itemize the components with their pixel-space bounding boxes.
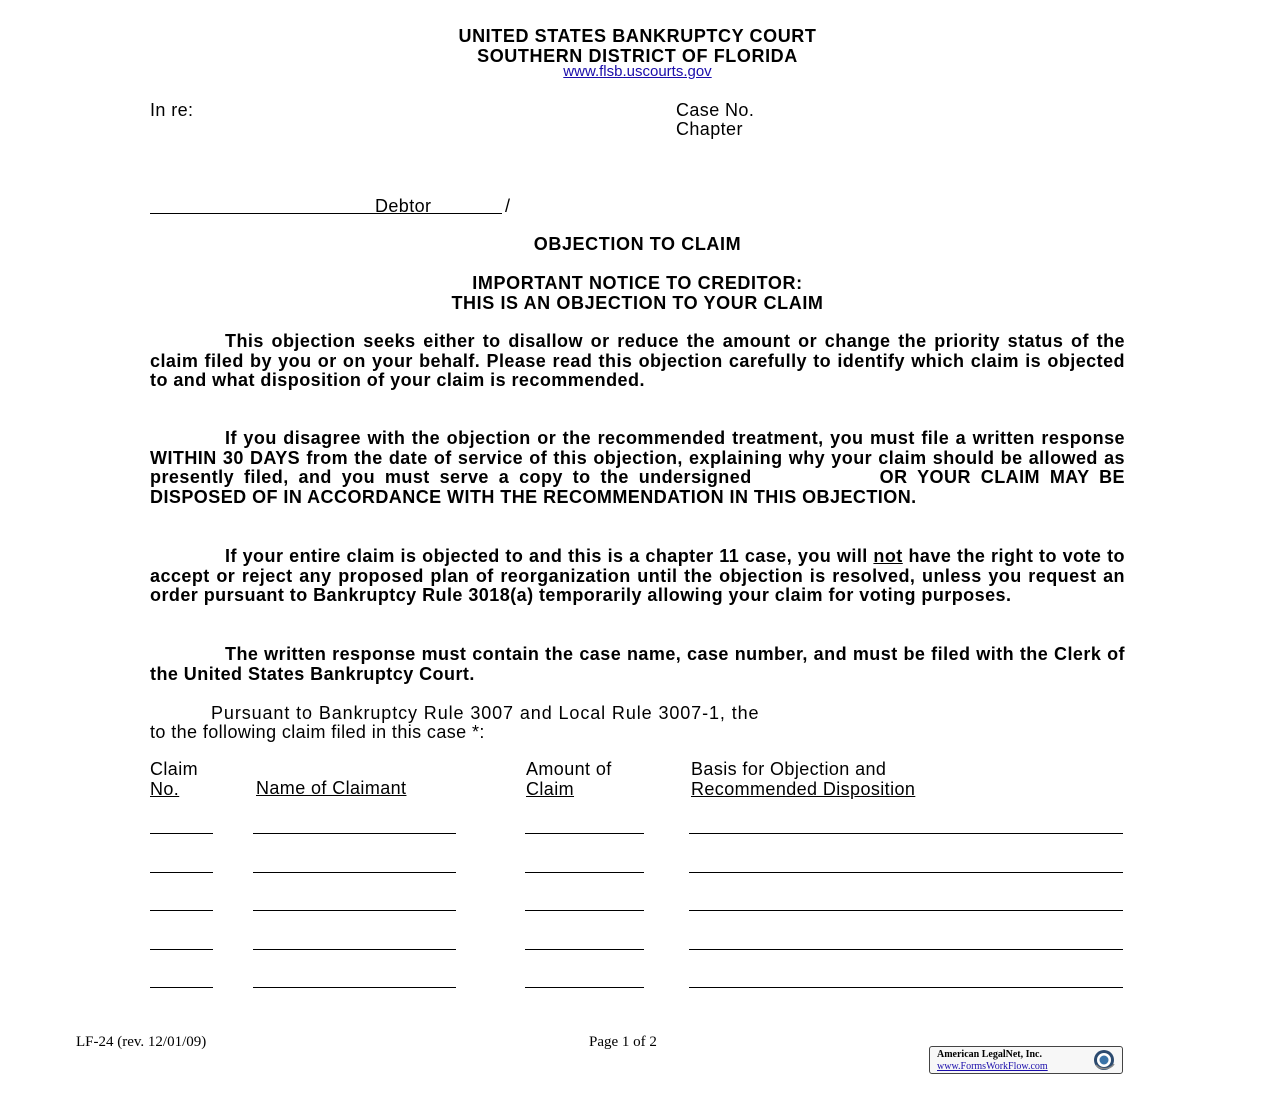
claimant-name-blank[interactable] [253,987,456,988]
col-claim-label: Claim [150,759,199,779]
basis-blank[interactable] [689,833,1123,834]
notice-heading-line1: IMPORTANT NOTICE TO CREDITOR: [472,273,803,293]
basis-blank[interactable] [689,872,1123,873]
form-id: LF-24 (rev. 12/01/09) [76,1034,207,1050]
paragraph-written-response [150,645,1125,684]
vendor-name: American LegalNet, Inc. [937,1049,1042,1060]
notice-heading-line2: THIS IS AN OBJECTION TO YOUR CLAIM [451,293,824,313]
col-basis-header [691,760,915,799]
paragraph-disallow-text: This objection seeks either to disallow or reduce the amount or change the priority status of the claim filed by you or on your behalf. Please read this objection carefully to identify which claim is objected to and what disposition of your claim is recommended. [150,331,1125,391]
district-name: SOUTHERN DISTRICT OF FLORIDA [477,46,798,66]
vendor-url[interactable]: www.FormsWorkFlow.com [937,1061,1048,1072]
case-no-label: Case No. [676,100,755,120]
paragraph-voting-text-end: have the right to vote to accept or reject any proposed plan of reorganization until the objection is resolved, unless you request an order pursuant to Bankruptcy Rule 3018(a) temporarily allowing your claim for voting purposes. [150,546,1125,606]
emphasis-not: not [873,546,903,566]
court-name: UNITED STATES BANKRUPTCY COURT [458,26,817,46]
caption-slash: / [505,196,511,216]
claimant-name-blank[interactable] [253,910,456,911]
col-claimant-label: Name of Claimant [256,778,407,798]
paragraph-response-text: If you disagree with the objection or the recommended treatment, you must file a written response WITHIN 30 DAYS from the date of service of this objection, explaining why your claim should be allowed as presently filed, and you must serve a copy to the undersigned [150,428,1125,488]
col-disposition-label: Recommended Disposition [691,778,916,799]
claim-no-blank[interactable] [150,833,213,834]
claimant-name-blank[interactable] [253,872,456,873]
claim-no-blank[interactable] [150,987,213,988]
amount-blank[interactable] [525,872,644,873]
amount-blank[interactable] [525,987,644,988]
paragraph-voting-text-start: If your entire claim is objected to and this is a chapter 11 case, you will [225,546,868,566]
claim-no-blank[interactable] [150,872,213,873]
col-claim-no-header [150,760,203,799]
paragraph-response-deadline [150,429,1125,507]
pursuant-line1: Pursuant to Bankruptcy Rule 3007 and Local Rule 3007-1, the [211,703,760,723]
debtor-name-line [150,213,502,214]
in-re-label: In re: [150,100,194,120]
vendor-logo-icon [1086,1048,1120,1072]
col-amount-claim-label: Claim [526,778,575,799]
basis-blank[interactable] [689,949,1123,950]
paragraph-chapter11-voting [150,547,1125,606]
col-amount-header [526,760,644,799]
col-amount-label: Amount of [526,759,612,779]
basis-blank[interactable] [689,910,1123,911]
col-claimant-header [256,779,406,799]
vendor-badge[interactable] [929,1046,1123,1074]
amount-blank[interactable] [525,949,644,950]
claim-no-blank[interactable] [150,910,213,911]
page-number: Page 1 of 2 [589,1034,657,1050]
debtor-label: Debtor [375,196,432,216]
amount-blank[interactable] [525,910,644,911]
col-basis-label: Basis for Objection and [691,759,887,779]
claimant-name-blank[interactable] [253,833,456,834]
paragraph-disallow-notice [150,332,1125,391]
basis-blank[interactable] [689,987,1123,988]
col-no-label: No. [150,778,180,799]
amount-blank[interactable] [525,833,644,834]
document-title: OBJECTION TO CLAIM [533,234,742,254]
paragraph-response-warning: OR YOUR CLAIM MAY BE DISPOSED OF IN ACCORDANCE WITH THE RECOMMENDATION IN THIS OBJECTION. [150,467,1125,507]
pursuant-line2: to the following claim filed in this case *: [150,722,485,742]
chapter-label: Chapter [676,119,743,139]
court-website-link[interactable]: www.flsb.uscourts.gov [563,63,712,80]
claimant-name-blank[interactable] [253,949,456,950]
court-website [0,63,1275,81]
claim-no-blank[interactable] [150,949,213,950]
paragraph-written-response-text: The written response must contain the case name, case number, and must be filed with the Clerk of the United States Bankruptcy Court. [150,644,1125,684]
